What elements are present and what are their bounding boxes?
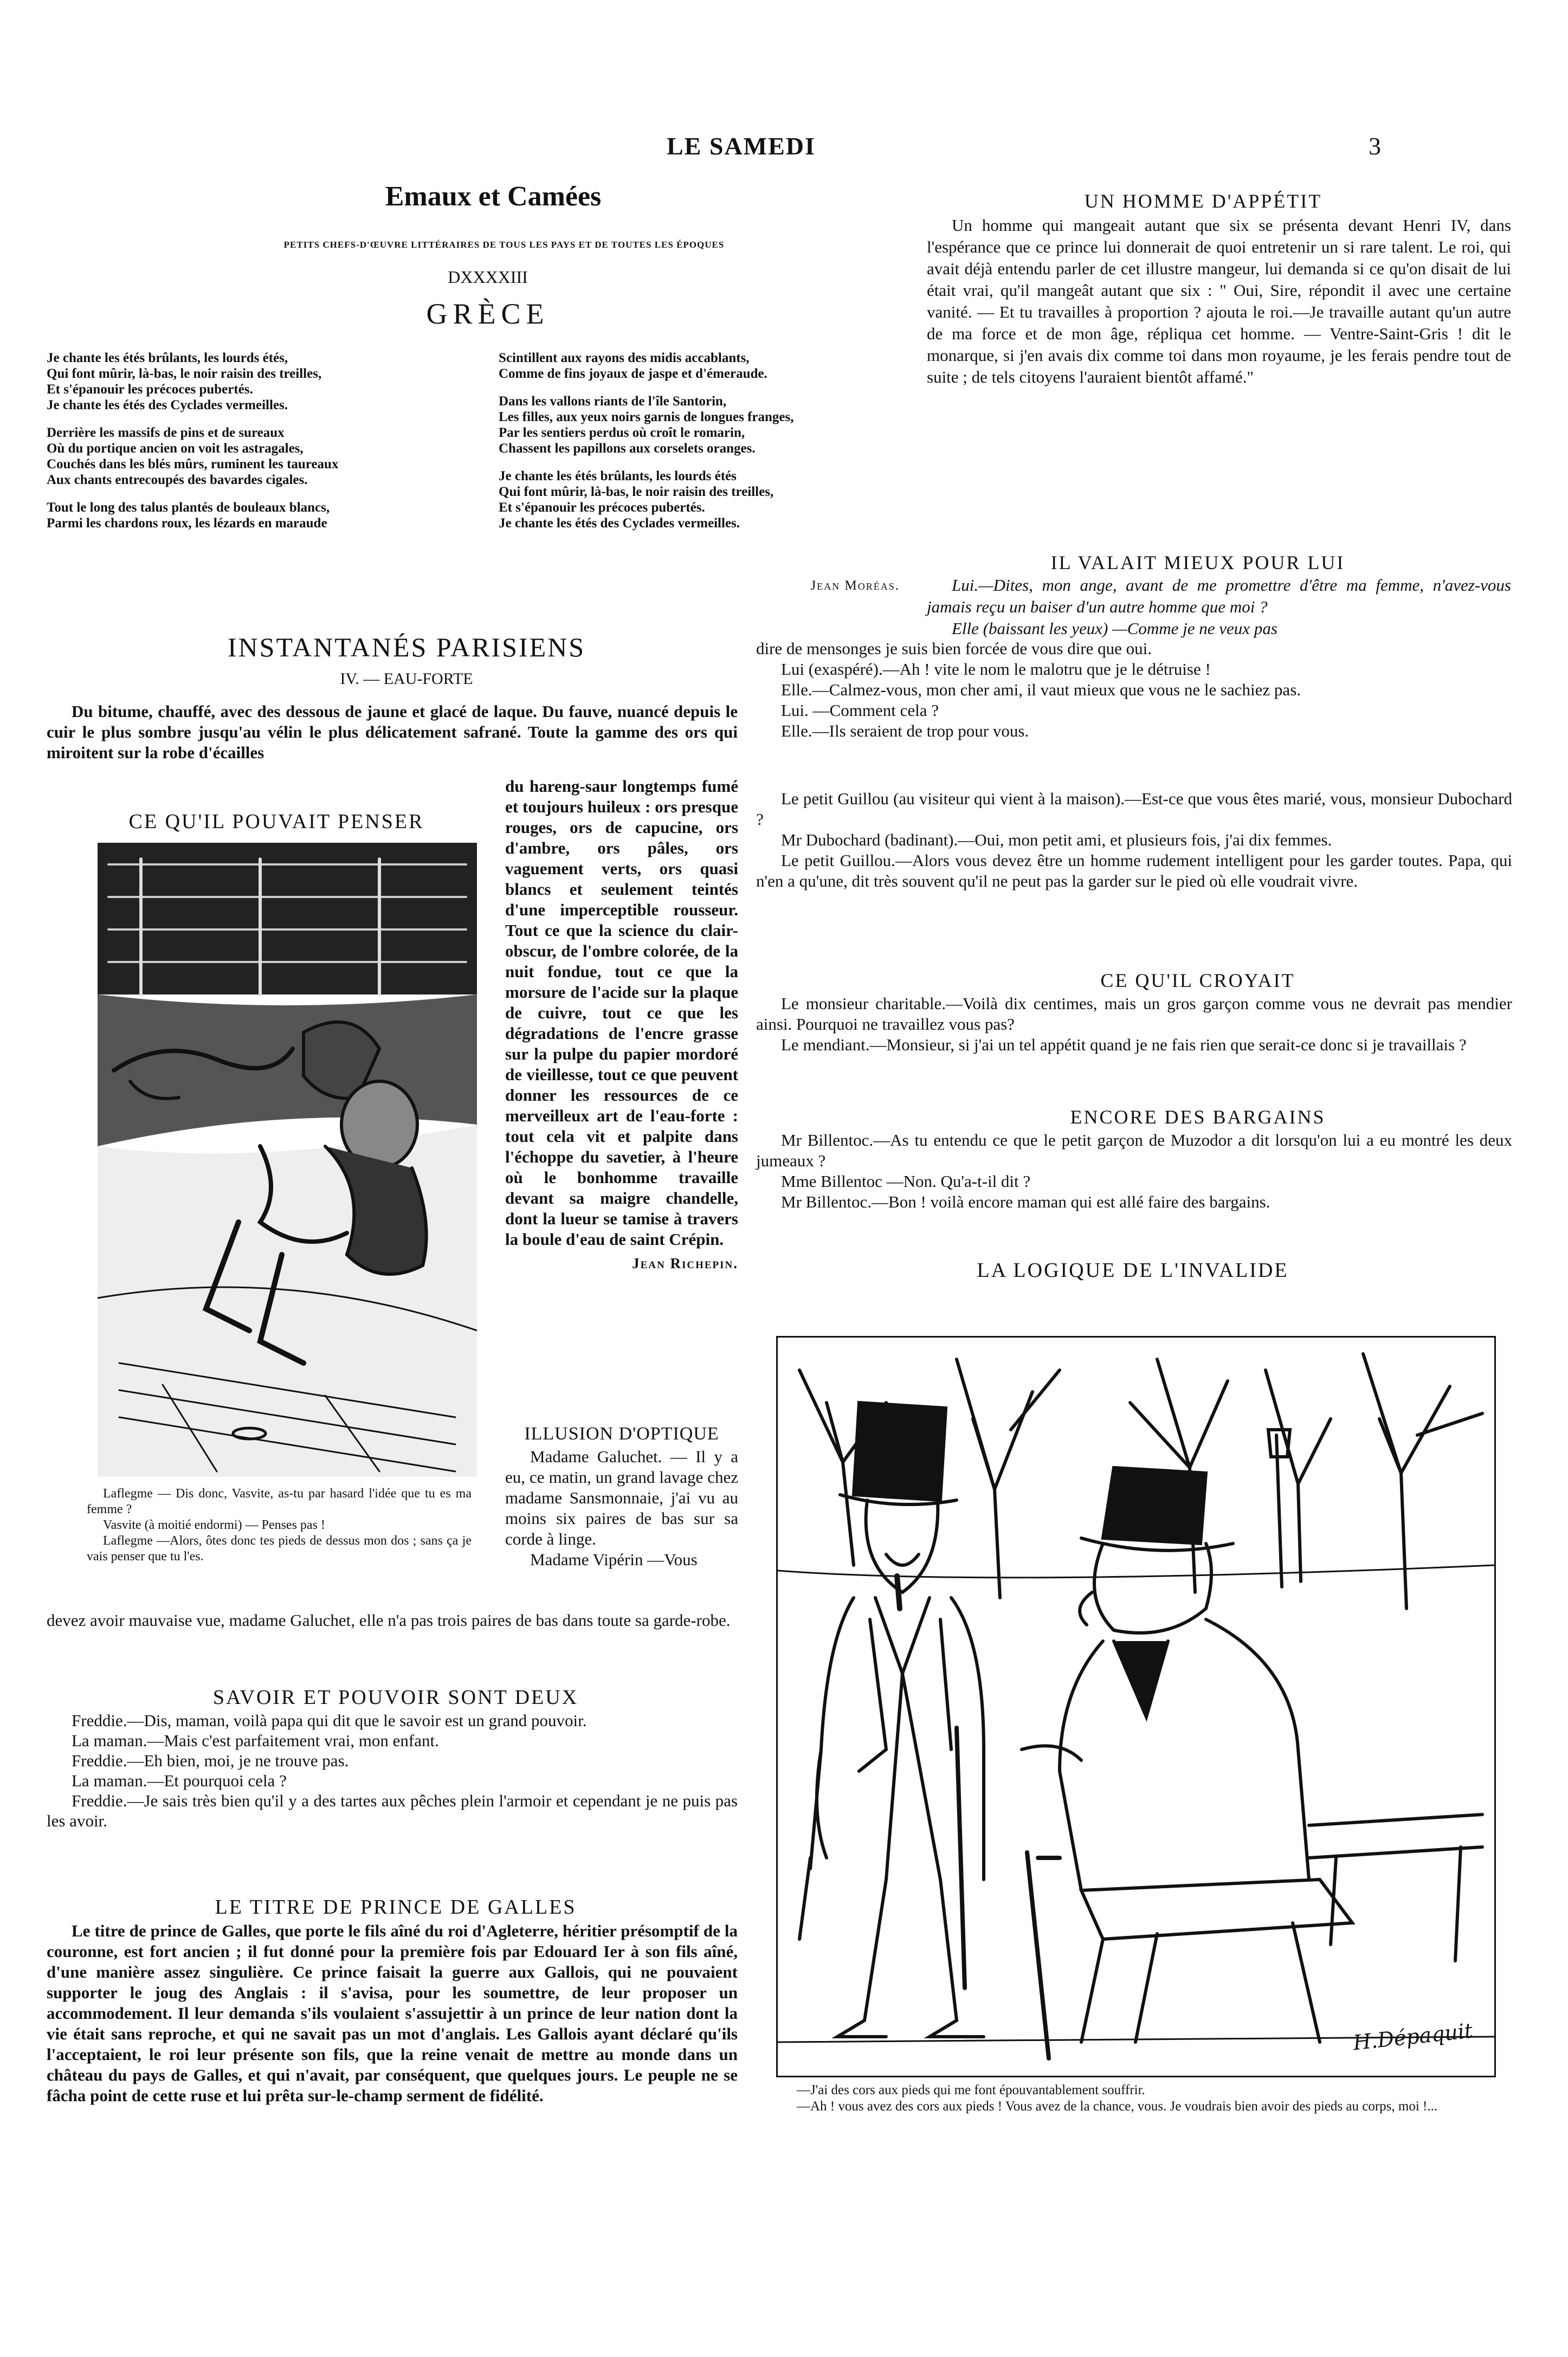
emaux-country: GRÈCE [426, 298, 550, 330]
poem-left-line: Je chante les étés brûlants, les lourds étés, [47, 351, 288, 365]
poem-left-line [47, 413, 496, 425]
guillou-line-3: Le petit Guillou.—Alors vous devez être un homme rudement intelligent pour les garder toutes. Papa, qui n'en a qu'une, dit très souvent qu'il ne peut pas la garder sur le pied où elle voudrait vivre. [756, 851, 1512, 890]
croyait-title: CE QU'IL CROYAIT [1100, 970, 1295, 991]
valait-line-6: Elle.—Ils seraient de trop pour vous. [781, 721, 1029, 740]
poem-right-line: Et s'épanouir les précoces pubertés. [499, 500, 705, 515]
instantanes-text-column [505, 776, 738, 1274]
logique-caption-line: —Ah ! vous avez des cors aux pieds ! Vous avez de la chance, vous. Je voudrais bien avoir des pieds au corps, moi !... [797, 2099, 1438, 2114]
valait-line-5: Lui. —Comment cela ? [781, 701, 939, 720]
poem-left-line: Et s'épanouir les précoces pubertés. [47, 382, 253, 397]
savoir-title: SAVOIR ET POUVOIR SONT DEUX [212, 1686, 579, 1709]
poem-left-column [47, 350, 496, 531]
logique-caption [780, 2082, 1507, 2115]
savoir-text-line: Freddie.—Je sais très bien qu'il y a des tartes aux pêches plein l'armoir et cependant je ne puis pas les avoir. [47, 1791, 738, 1830]
homme-paragraph: Un homme qui mangeait autant que six se présenta devant Henri IV, dans l'espérance que ce prince lui donnerait de quoi entretenir un si rare talent. Le roi, qui avait déjà entendu parler de cet illustre mangeur, lui demanda si ce qu'on disait de lui était vrai, qu'il mangeât autant que six : " Oui, Sire, répondit il avec une certaine vanité. — Et tu travailles à proportion ? ajouta le roi.—Je travaille autant qu'un autre de ma force et de mon âge, répliqua cet homme. — Ventre-Saint-Gris ! dit le monarque, si j'en avais dix comme toi dans mon royaume, je les ferais pendre tout de suite ; de tels citoyens l'auraient bientôt affamé." [927, 216, 1511, 386]
poem-right-line: Les filles, aux yeux noirs garnis de longues franges, [499, 410, 794, 424]
illusion-line-2b: devez avoir mauvaise vue, madame Galuchet, elle n'a pas trois paires de bas dans toute sa garde-robe. [47, 1611, 731, 1630]
galles-title: LE TITRE DE PRINCE DE GALLES [215, 1896, 577, 1919]
homme-text [927, 215, 1511, 388]
poem-left-line: Couchés dans les blés mûrs, ruminent les taureaux [47, 457, 339, 472]
poem-author: Jean Moréas. [810, 578, 900, 593]
illusion-text-full [47, 1610, 738, 1631]
guillou-line-1: Le petit Guillou (au visiteur qui vient à la maison).—Est-ce que vous êtes marié, vous, monsieur Dubochard ? [756, 789, 1512, 829]
guillou-text [756, 789, 1512, 892]
masthead-title: LE SAMEDI [667, 132, 816, 160]
instantanes-author: Jean Richepin. [632, 1255, 738, 1271]
croyait-line-2: Le mendiant.—Monsieur, si j'ai un tel appétit quand je ne fais rien que serait-ce donc si je travaillais ? [781, 1035, 1467, 1054]
poem-right-line: Qui font mûrir, là-bas, le noir raisin des treilles, [499, 485, 774, 499]
instantanes-text-full [47, 701, 738, 763]
bargains-title: ENCORE DES BARGAINS [1070, 1106, 1326, 1128]
bargains-text-line: Mr Billentoc.—As tu entendu ce que le petit garçon de Muzodor a dit lorsqu'on lui a eu montré les deux jumeaux ? [756, 1131, 1512, 1170]
valait-line-2a: Elle (baissant les yeux) —Comme je ne veux pas [952, 619, 1277, 638]
pensait-caption-line: Laflegme — Dis donc, Vasvite, as-tu par hasard l'idée que tu es ma femme ? [87, 1487, 472, 1516]
poem-right-line [499, 382, 905, 393]
savoir-text [47, 1710, 738, 1831]
poem-left-line: Aux chants entrecoupés des bavardes cigales. [47, 473, 308, 487]
poem-left-line: Qui font mûrir, là-bas, le noir raisin des treilles, [47, 366, 322, 381]
poem-right-line: Je chante les étés brûlants, les lourds étés [499, 469, 737, 483]
bargains-text [756, 1130, 1512, 1212]
pensait-caption-line: Laflegme —Alors, ôtes donc tes pieds de dessus mon dos ; sans ça je vais penser que tu l'es. [87, 1534, 472, 1564]
croyait-text [756, 993, 1512, 1055]
galles-paragraph: Le titre de prince de Galles, que porte le fils aîné du roi d'Agleterre, héritier présomptif de la couronne, est fort ancien ; il fut donné pour la première fois par Edouard Ier à son fils aîné, d'une manière assez singulière. Ce prince faisait la guerre aux Gallois, qui ne pouvaient supporter le joug des Anglais : il s'avisa, pour les soumettre, de leur proposer un accommodement. Il leur demanda s'ils voulaient s'assujettir à un prince de leur nation dont la vie était sans reproche, et qui ne savait pas un mot d'anglais. Les Gallois ayant déclaré qu'ils l'acceptaient, le roi leur présente son fils, que la reine venait de mettre au monde dans un château du pays de Galles, et qui n'avait, par conséquent, que quelques jours. Le peuple ne se fâcha point de cette ruse et lui prêta sur-le-champ serment de fidélité. [47, 1921, 738, 2105]
poem-right-line: Dans les vallons riants de l'île Santorin, [499, 394, 727, 409]
savoir-text-line: Freddie.—Dis, maman, voilà papa qui dit que le savoir est un grand pouvoir. [72, 1711, 587, 1730]
poem-right-line [499, 456, 905, 468]
valait-text-lower [756, 638, 1512, 741]
valait-line-1: Lui.—Dites, mon ange, avant de me promettre d'être ma femme, n'avez-vous jamais reçu un baiser d'un autre homme que moi ? [927, 576, 1511, 616]
instantanes-title: INSTANTANÉS PARISIENS [227, 632, 586, 662]
valait-line-3: Lui (exaspéré).—Ah ! vite le nom le malotru que je le détruise ! [781, 660, 1211, 679]
poem-left-line: Tout le long des talus plantés de bouleaux blancs, [47, 500, 330, 515]
instantanes-paragraph-2: du hareng-saur longtemps fumé et toujours huileux : ors presque rouges, ors de capucine, ors d'ambre, ors pâles, ors vaguement verts, ors quasi blancs et seulement teintés d'une imperceptible rousseur. Tout ce que la science du clair-obscur, de l'ombre colorée, de la nuit fondue, tout ce que la morsure de l'acide sur la plaque de cuivre, tout ce que les dégradations de l'encre grasse sur la pulpe du papier mordoré de vieillesse, tout ce que peuvent donner les ressources de ce merveilleux art de l'eau-forte : tout cela vit et palpite dans l'échoppe du savetier, à l'heure où le bonhomme travaille devant sa maigre chandelle, dont la lueur se tamise à travers la boule d'eau de saint Crépin. [505, 777, 738, 1249]
instantanes-paragraph-1: Du bitume, chauffé, avec des dessous de jaune et glacé de laque. Du fauve, nuancé depuis le cuir le plus sombre jusqu'au vélin le plus délicatement safrané. Toute la gamme des ors qui miroitent sur la robe d'écailles [47, 702, 738, 762]
homme-title: UN HOMME D'APPÉTIT [1084, 190, 1322, 212]
illusion-line-1: Madame Galuchet. — Il y a eu, ce matin, un grand lavage chez madame Sansmonnaie, j'ai vu au moins six paires de bas sur sa corde à linge. [505, 1447, 738, 1548]
bargains-text-line: Mr Billentoc.—Bon ! voilà encore maman qui est allé faire des bargains. [781, 1192, 1270, 1211]
poem-left-line [47, 488, 496, 500]
poem-left-line: Parmi les chardons roux, les lézards en maraude [47, 516, 327, 531]
valait-text-upper [927, 574, 1511, 640]
poem-right-line: Chassent les papillons aux corselets oranges. [499, 441, 756, 456]
illusion-title: ILLUSION D'OPTIQUE [524, 1424, 719, 1444]
pensait-drawing [98, 843, 477, 1477]
instantanes-subtitle: IV. — EAU-FORTE [340, 670, 473, 688]
pensait-title: CE QU'IL POUVAIT PENSER [128, 810, 424, 833]
poem-right-line: Scintillent aux rayons des midis accablants, [499, 351, 750, 365]
invalide-drawing [778, 1338, 1494, 2076]
poem-left-line: Je chante les étés des Cyclades vermeilles. [47, 398, 288, 412]
emaux-title: Emaux et Camées [385, 181, 602, 212]
savoir-text-line: La maman.—Mais c'est parfaitement vrai, mon enfant. [72, 1731, 439, 1750]
guillou-line-2: Mr Dubochard (badinant).—Oui, mon petit ami, et plusieurs fois, j'ai dix femmes. [781, 830, 1332, 849]
croyait-line-1: Le monsieur charitable.—Voilà dix centimes, mais un gros garçon comme vous ne devrait pas mendier ainsi. Pourquoi ne travaillez vous pas? [756, 994, 1512, 1034]
poem-right-column [499, 350, 905, 531]
pensait-caption [87, 1486, 472, 1565]
savoir-text-line: Freddie.—Eh bien, moi, je ne trouve pas. [72, 1751, 349, 1770]
poem-right-line: Par les sentiers perdus où croît le romarin, [499, 425, 745, 440]
logique-title: LA LOGIQUE DE L'INVALIDE [977, 1259, 1289, 1282]
illusion-line-2a: Madame Vipérin —Vous [530, 1550, 698, 1569]
pensait-caption-line: Vasvite (à moitié endormi) — Penses pas ! [103, 1518, 325, 1532]
emaux-subtitle: PETITS CHEFS-D'ŒUVRE LITTÉRAIRES DE TOUS LES PAYS ET DE TOUTES LES ÉPOQUES [283, 240, 725, 250]
savoir-text-line: La maman.—Et pourquoi cela ? [72, 1771, 287, 1790]
illusion-text-column [505, 1447, 738, 1570]
valait-title: IL VALAIT MIEUX POUR LUI [1050, 552, 1345, 573]
page-number: 3 [1369, 132, 1381, 160]
poem-right-line: Comme de fins joyaux de jaspe et d'émeraude. [499, 366, 767, 381]
galles-text [47, 1921, 738, 2106]
poem-left-line: Derrière les massifs de pins et de sureaux [47, 425, 285, 440]
emaux-number: DXXXXIII [448, 267, 528, 287]
invalide-signature: H.Dépaquit [1351, 2018, 1474, 2055]
bargains-text-line: Mme Billentoc —Non. Qu'a-t-il dit ? [781, 1172, 1031, 1191]
poem-left-line: Où du portique ancien on voit les astragales, [47, 441, 304, 456]
valait-line-2b: dire de mensonges je suis bien forcée de vous dire que oui. [756, 639, 1152, 658]
valait-line-4: Elle.—Calmez-vous, mon cher ami, il vaut mieux que vous ne le sachiez pas. [781, 680, 1301, 699]
logique-caption-line: —J'ai des cors aux pieds qui me font épouvantablement souffrir. [797, 2083, 1145, 2097]
poem-right-line: Je chante les étés des Cyclades vermeilles. [499, 516, 740, 531]
pensait-illustration [98, 843, 477, 1477]
invalide-illustration [776, 1336, 1496, 2077]
